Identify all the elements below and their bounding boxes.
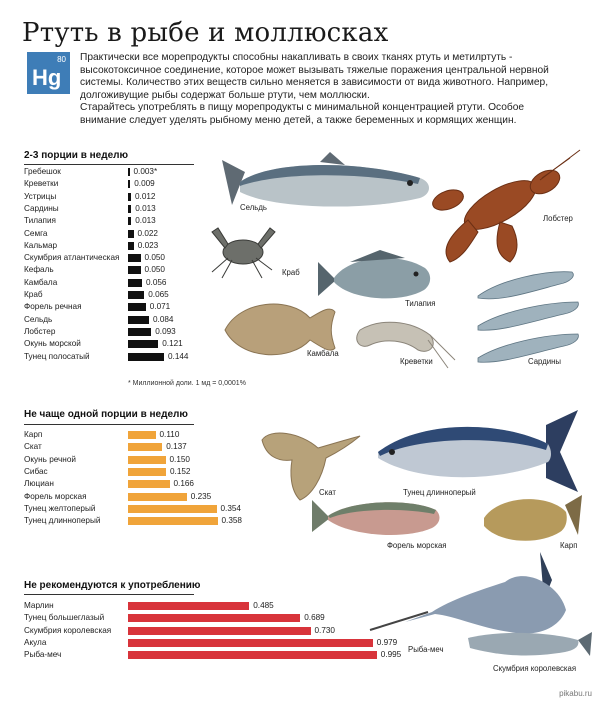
category-label: Тунец большеглазый	[24, 613, 105, 623]
value-label: 0.358	[221, 516, 242, 526]
value-label: 0.056	[146, 277, 167, 287]
value-label: 0.065	[148, 290, 169, 299]
value-label: 0.235	[190, 491, 212, 501]
category-label: Акула	[24, 637, 47, 647]
footnote: * Миллионной доли. 1 мд = 0,0001%	[128, 380, 246, 387]
carp-illustration	[484, 495, 582, 541]
element-symbol: Hg	[32, 65, 62, 90]
value-label: 0.166	[173, 479, 194, 489]
category-label: Сельдь	[24, 314, 53, 324]
value-label: 0.121	[162, 339, 183, 349]
value-label: 0.012	[135, 191, 156, 201]
value-label: 0.013	[135, 216, 156, 226]
category-label: Тилапия	[24, 216, 56, 226]
value-label: 0.152	[170, 466, 191, 476]
ray-illustration	[262, 433, 360, 500]
value-label: 0.354	[220, 503, 241, 513]
label-sardines: Сардины	[528, 357, 562, 366]
category-label: Окунь морской	[24, 339, 81, 349]
swordfish-illustration	[370, 552, 566, 634]
category-label: Рыба-меч	[24, 650, 62, 660]
label-ray: Скат	[319, 488, 336, 497]
label-tilapia: Тилапия	[405, 299, 436, 308]
category-label: Люциан	[24, 479, 54, 489]
category-label: Устрицы	[24, 191, 57, 201]
value-label: 0.003*	[133, 167, 158, 176]
value-label: 0.084	[153, 314, 174, 324]
label-king-mackerel: Скумбрия королевская	[493, 664, 577, 673]
page-title: Ртуть в рыбе и моллюсках	[22, 18, 389, 48]
value-label: 0.979	[376, 637, 398, 647]
category-label: Скумбрия атлантическая	[24, 253, 120, 263]
label-crab: Краб	[282, 268, 300, 277]
sardines-illustration	[478, 272, 578, 363]
category-label: Лобстер	[24, 326, 56, 336]
value-label: 0.022	[137, 228, 158, 238]
value-label: 0.009	[134, 179, 155, 189]
category-label: Кефаль	[24, 265, 54, 275]
value-label: 0.995	[380, 650, 402, 660]
category-label: Камбала	[24, 277, 58, 287]
category-label: Тунец полосатый	[24, 351, 90, 361]
category-label: Скат	[24, 442, 42, 452]
value-label: 0.050	[144, 253, 165, 263]
trout-illustration	[312, 500, 439, 535]
category-label: Марлин	[24, 601, 54, 610]
category-label: Тунец длинноперый	[24, 516, 101, 526]
crab-illustration	[212, 228, 275, 278]
intro-paragraph-2: Старайтесь употреблять в пищу морепродукты с минимальной концентрацией ртути. Особое внимание следует уделять рыбному меню детей, а также беременных и кормящих женщин.	[80, 102, 525, 126]
credit: pikabu.ru	[559, 689, 592, 698]
value-label: 0.093	[155, 326, 176, 336]
label-carp: Карп	[560, 541, 578, 550]
value-label: 0.050	[144, 265, 165, 275]
lobster-illustration	[430, 150, 580, 262]
value-label: 0.023	[137, 240, 159, 250]
value-label: 0.110	[159, 430, 180, 439]
category-label: Креветки	[24, 179, 59, 189]
category-label: Карп	[24, 430, 43, 439]
label-shrimp: Креветки	[400, 357, 433, 366]
category-label: Кальмар	[24, 240, 58, 250]
category-label: Скумбрия королевская	[24, 625, 112, 635]
category-label: Семга	[24, 228, 48, 238]
value-label: 0.730	[314, 625, 335, 635]
herring-illustration	[222, 152, 429, 207]
tuna-illustration	[378, 410, 578, 492]
value-label: 0.071	[149, 302, 171, 312]
value-label: 0.144	[168, 351, 189, 361]
value-label: 0.485	[253, 601, 274, 610]
label-tuna: Тунец длинноперый	[403, 488, 476, 497]
category-label: Сардины	[24, 203, 59, 213]
value-label: 0.137	[166, 442, 187, 452]
category-label: Форель морская	[24, 491, 87, 501]
category-label: Форель речная	[24, 302, 82, 312]
label-herring: Сельдь	[240, 203, 267, 212]
king-mackerel-illustration	[468, 632, 592, 656]
value-label: 0.013	[135, 203, 156, 213]
label-trout: Форель морская	[387, 541, 447, 550]
value-label: 0.150	[169, 454, 190, 464]
tilapia-illustration	[318, 250, 430, 298]
flounder-illustration	[225, 304, 335, 355]
category-label: Краб	[24, 290, 43, 299]
label-flounder: Камбала	[307, 349, 339, 358]
intro-paragraph-1: Практически все морепродукты способны накапливать в своих тканях ртуть и метилртуть - высокотоксичное соединение, которое может вызывать тяжелые поражения центральной нервной системы. Количество этих веществ сильно меняется в зависимости от вида животного. Например, долгоживущие рыбы содержат больше ртути, чем моллюски.	[80, 52, 549, 101]
value-label: 0.689	[304, 613, 325, 623]
category-label: Сибас	[24, 466, 48, 476]
label-lobster: Лобстер	[543, 214, 573, 223]
category-label: Гребешок	[24, 167, 61, 176]
category-label: Тунец желтоперый	[24, 503, 96, 513]
chart-1-title: 2-3 порции в неделю	[24, 150, 129, 161]
chart-2-title: Не чаще одной порции в неделю	[24, 409, 188, 420]
chart-3-title: Не рекомендуются к употреблению	[24, 580, 201, 591]
label-swordfish: Рыба-меч	[408, 645, 444, 654]
category-label: Окунь речной	[24, 454, 76, 464]
atomic-number: 80	[57, 55, 66, 64]
